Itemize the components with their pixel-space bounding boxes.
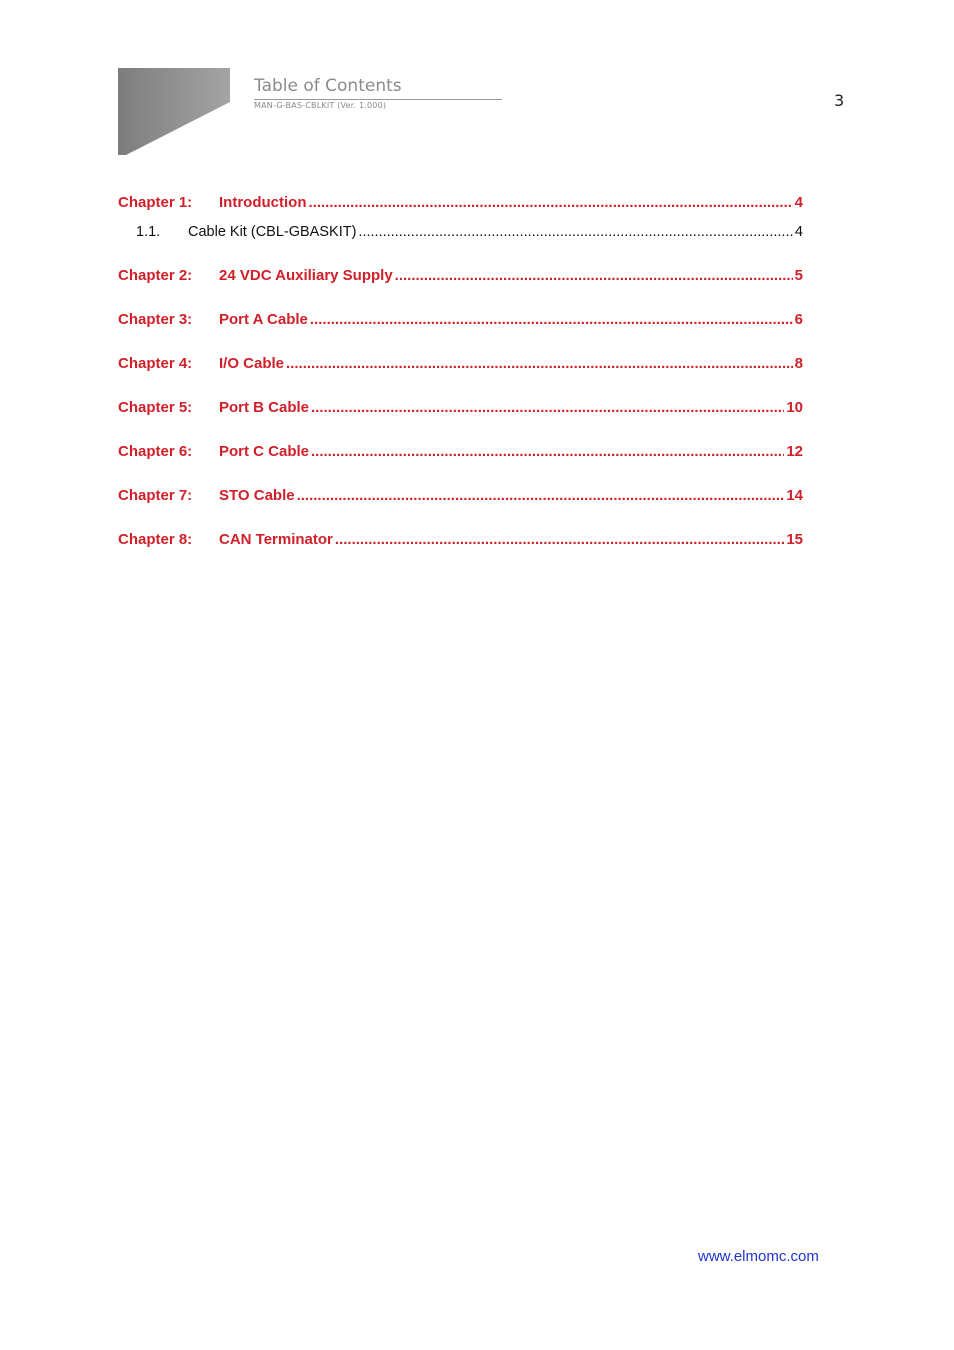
toc-entry-page: 6 <box>794 311 803 328</box>
toc-entry-page: 4 <box>794 224 803 240</box>
toc-entry-title: CAN Terminator <box>219 531 333 548</box>
toc-entry-number: Chapter 4: <box>118 355 193 372</box>
toc-chapter-entry[interactable] <box>118 487 803 509</box>
toc-leader-dots <box>308 194 792 211</box>
page-number: 3 <box>834 91 845 110</box>
toc-leader-dots <box>310 311 793 328</box>
toc-leader-dots <box>358 224 793 240</box>
header-title: Table of Contents <box>254 76 402 96</box>
toc-entry-number: Chapter 2: <box>118 267 193 284</box>
toc-entry-page: 8 <box>794 355 803 372</box>
toc-entry-title: 24 VDC Auxiliary Supply <box>219 267 393 284</box>
toc-entry-page: 14 <box>786 487 803 504</box>
toc-entry-page: 5 <box>794 267 803 284</box>
toc-entry-page: 15 <box>786 531 803 548</box>
toc-entry-number: Chapter 8: <box>118 531 193 548</box>
toc-entry-title: Cable Kit (CBL-GBASKIT) <box>188 224 357 240</box>
toc-chapter-entry[interactable] <box>118 443 803 465</box>
toc-entry-page: 10 <box>786 399 803 416</box>
toc-entry-title: Port B Cable <box>219 399 310 416</box>
toc-entry-title: Port C Cable <box>219 443 310 460</box>
header-divider <box>254 99 502 100</box>
footer-website-link[interactable]: www.elmomc.com <box>698 1248 819 1265</box>
toc-chapter-entry[interactable] <box>118 531 803 553</box>
toc-entry-title: I/O Cable <box>219 355 285 372</box>
toc-entry-number: Chapter 5: <box>118 399 193 416</box>
toc-leader-dots <box>311 443 784 460</box>
toc-chapter-entry[interactable] <box>118 399 803 421</box>
toc-leader-dots <box>297 487 785 504</box>
toc-entry-page: 4 <box>794 194 803 211</box>
document-id: MAN-G-BAS-CBLKIT (Ver. 1.000) <box>254 101 387 110</box>
toc-entry-title: STO Cable <box>219 487 295 504</box>
toc-entry-number: Chapter 6: <box>118 443 193 460</box>
toc-entry-number: Chapter 7: <box>118 487 193 504</box>
toc-entry-page: 12 <box>786 443 803 460</box>
toc-entry-title: Port A Cable <box>219 311 308 328</box>
header-logo-shape <box>118 68 230 155</box>
toc-entry-title: Introduction <box>219 194 307 211</box>
toc-chapter-entry[interactable] <box>118 355 803 377</box>
toc-entry-number: Chapter 1: <box>118 194 193 211</box>
toc-leader-dots <box>395 267 793 284</box>
toc-entry-number: 1.1. <box>136 224 161 240</box>
toc-leader-dots <box>311 399 784 416</box>
toc-leader-dots <box>335 531 784 548</box>
toc-chapter-entry[interactable] <box>118 194 803 216</box>
toc-leader-dots <box>286 355 793 372</box>
toc-chapter-entry[interactable] <box>118 267 803 289</box>
toc-entry-number: Chapter 3: <box>118 311 193 328</box>
toc-section-entry[interactable] <box>118 224 803 246</box>
toc-chapter-entry[interactable] <box>118 311 803 333</box>
